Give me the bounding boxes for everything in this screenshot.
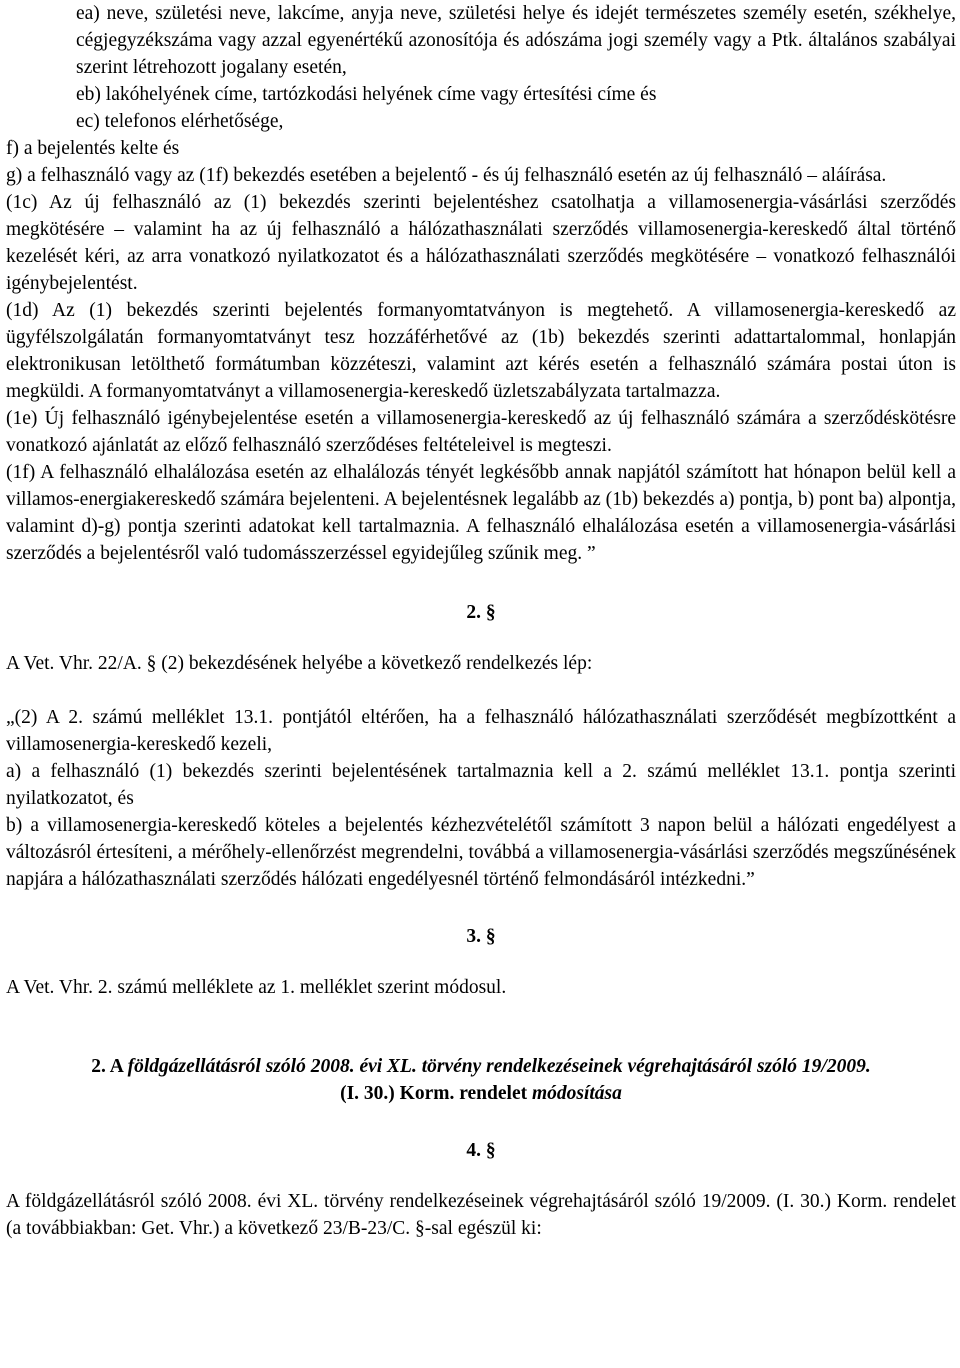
item-f: f) a bejelentés kelte és xyxy=(6,138,180,159)
section-2-heading: 2. § xyxy=(466,602,496,623)
spacer xyxy=(6,1107,956,1137)
section-2-para: „(2) A 2. számú melléklet 13.1. pontjától eltérően, ha a felhasználó hálózathasználati szerződését megbízottként a villamosenergia-kereskedő kezeli, xyxy=(6,707,956,755)
section-4-heading: 4. § xyxy=(466,1140,496,1161)
section-2-intro: A Vet. Vhr. 22/A. § (2) bekezdésének helyébe a következő rendelkezés lép: xyxy=(6,653,593,674)
spacer xyxy=(6,893,956,923)
paragraph-1e: (1e) Új felhasználó igénybejelentése esetén a villamosenergia-kereskedő az új felhasználó számára a szerződéskötésre vonatkozó ajánlatát az előző felhasználó szerződéses feltételeivel is megteszi. xyxy=(6,408,956,456)
section-3-heading: 3. § xyxy=(466,926,496,947)
spacer xyxy=(6,626,956,650)
paragraph-1c: (1c) Az új felhasználó az (1) bekezdés szerinti bejelentéshez csatolhatja a villamosenergia-vásárlási szerződés megkötésére – valamint ha az új felhasználó a hálózathasználati szerződés villamosenergia-kereskedő által történő kezelését kéri, az arra vonatkozó nyilatkozatot és a hálózathasználati szerződés megkötésére – vonatkozó felhasználói igénybejelentést. xyxy=(6,192,956,294)
section-3-text: A Vet. Vhr. 2. számú melléklete az 1. melléklet szerint módosul. xyxy=(6,977,507,998)
spacer xyxy=(6,1164,956,1188)
part-2-title-italic: földgázellátásról szóló 2008. évi XL. törvény rendelkezéseinek végrehajtásáról szóló 19/2009. xyxy=(127,1056,871,1077)
item-eb: eb) lakóhelyének címe, tartózkodási helyének címe vagy értesítési címe és xyxy=(76,84,657,105)
section-2-point-a: a) a felhasználó (1) bekezdés szerinti bejelentésének tartalmaznia kell a 2. számú melléklet 13.1. pontja szerinti nyilatkozatot, és xyxy=(6,761,956,809)
item-ec: ec) telefonos elérhetősége, xyxy=(76,111,284,132)
spacer xyxy=(6,567,956,599)
spacer xyxy=(6,1001,956,1053)
spacer xyxy=(6,677,956,704)
paragraph-1d: (1d) Az (1) bekezdés szerinti bejelentés formanyomtatványon is megtehető. A villamosenergia-kereskedő az ügyfélszolgálatán formanyomtatványt tesz hozzáférhetővé az (1b) bekezdés szerinti adattartalommal, honlapján elektronikusan letölthető formátumban közzéteszi, valamint azt kérés esetén a felhasználó számára postai úton is megküldi. A formanyomtatványt a villamosenergia-kereskedő üzletszabályzata tartalmazza. xyxy=(6,300,956,402)
paragraph-1f: (1f) A felhasználó elhalálozása esetén az elhalálozás tényét legkésőbb annak napjától számított hat hónapon belül kell a villamos-energiakereskedő számára bejelenteni. A bejelentésnek legalább az (1b) bekezdés a) pontja, b) pont ba) alpontja, valamint d)-g) pontja szerinti adatokat kell tartalmaznia. A felhasználó elhalálozása esetén a villamosenergia-vásárlási szerződés a bejelentésről való tudomásszerzéssel egyidejűleg szűnik meg. ” xyxy=(6,462,956,564)
part-2-title xyxy=(6,1053,956,1107)
item-ea: ea) neve, születési neve, lakcíme, anyja neve, születési helye és idejét természetes személy esetén, székhelye, cégjegyzékszáma vagy azzal egyenértékű azonosítója és adószáma jogi személy vagy a Ptk. általános szabályai szerint létrehozott jogalany esetén, xyxy=(76,3,956,78)
item-g: g) a felhasználó vagy az (1f) bekezdés esetében a bejelentő - és új felhasználó esetén az új felhasználó – aláírása. xyxy=(6,165,887,186)
spacer xyxy=(6,950,956,974)
part-2-title-line2-italic: módosítása xyxy=(531,1083,622,1104)
part-2-title-prefix: 2. A xyxy=(91,1056,128,1077)
section-2-point-b: b) a villamosenergia-kereskedő köteles a bejelentés kézhezvételétől számított 3 napon belül a hálózati engedélyest a változásról értesíteni, a mérőhely-ellenőrzést megrendelni, továbbá a villamosenergia-vásárlási szerződés megszűnésének napjára a hálózathasználati szerződés hálózati engedélyesnél történő felmondásáról intézkedni.” xyxy=(6,815,956,890)
part-2-title-line2: (I. 30.) Korm. rendelet xyxy=(340,1083,532,1104)
section-4-text: A földgázellátásról szóló 2008. évi XL. törvény rendelkezéseinek végrehajtásáról szóló 19/2009. (I. 30.) Korm. rendelet (a továbbiakban: Get. Vhr.) a következő 23/B-23/C. §-sal egészül ki: xyxy=(6,1191,956,1239)
